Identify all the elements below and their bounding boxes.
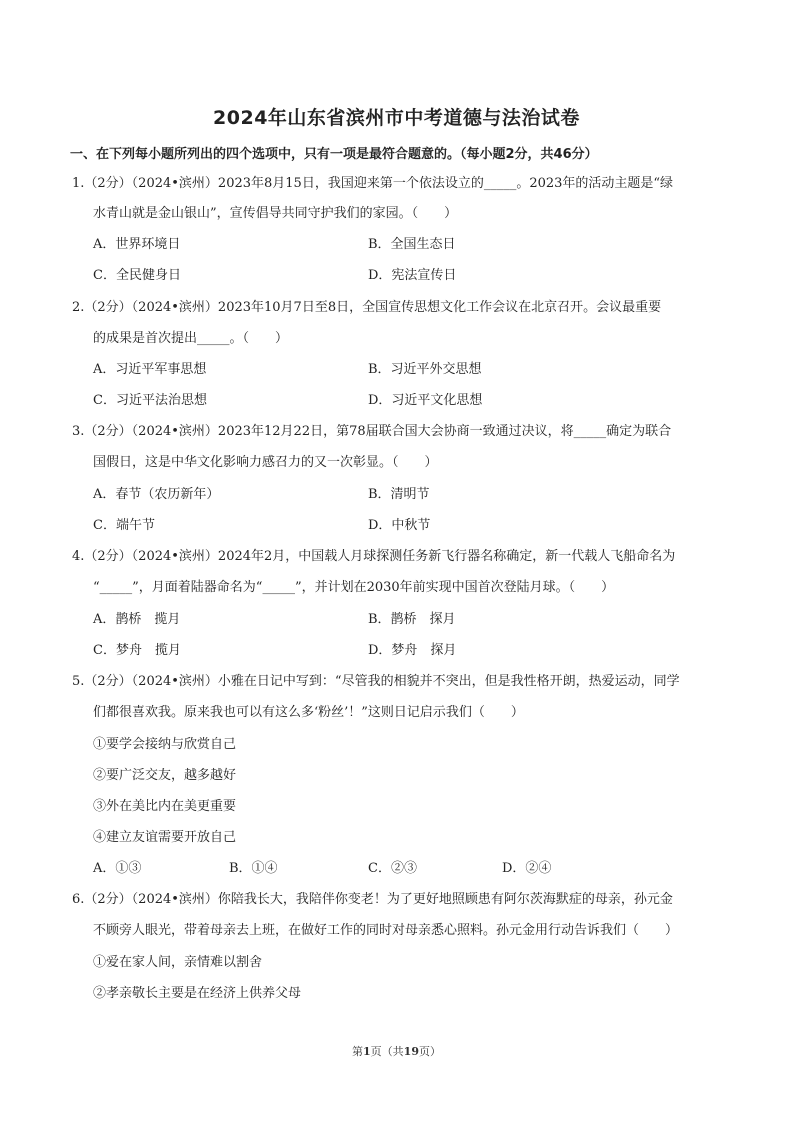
question-1-option-d: D．宪法宣传日 bbox=[368, 268, 457, 283]
footer-prefix: 第 bbox=[352, 1045, 364, 1058]
question-1-option-c: C．全民健身日 bbox=[93, 268, 181, 283]
question-6-line-2: 不顾旁人眼光，带着母亲去上班，在做好工作的同时对母亲悉心照料。孙元金用行动告诉我们（ ） bbox=[93, 923, 679, 938]
question-3-option-b: B．清明节 bbox=[368, 487, 430, 502]
question-5-line-1: 5.（2分）（2024•滨州）小雅在日记中写到：“尽管我的相貌并不突出，但是我性格开朗，热爱运动，同学 bbox=[72, 674, 680, 689]
question-1-line-2: 水青山就是金山银山”，宣传倡导共同守护我们的家园。（ ） bbox=[93, 206, 458, 221]
footer-mid: 页（共 bbox=[370, 1045, 404, 1058]
question-5-option-c: C．②③ bbox=[368, 861, 417, 876]
question-3-line-2: 国假日，这是中华文化影响力感召力的又一次彰显。（ ） bbox=[93, 455, 438, 470]
question-3-line-1: 3.（2分）（2024•滨州）2023年12月22日，第78届联合国大会协商一致通过决议，将_____确定为联合 bbox=[72, 424, 672, 439]
question-1-option-b: B．全国生态日 bbox=[368, 237, 456, 252]
question-5-option-b: B．①④ bbox=[229, 861, 278, 876]
question-4-option-c: C．梦舟 揽月 bbox=[93, 643, 181, 658]
question-4-option-b: B．鹊桥 探月 bbox=[368, 612, 456, 627]
question-4-option-a: A．鹊桥 揽月 bbox=[93, 612, 181, 627]
footer-page-number: 1 bbox=[363, 1045, 371, 1058]
question-6-statement-2: ②孝亲敬长主要是在经济上供养父母 bbox=[93, 986, 302, 1001]
question-3-option-c: C．端午节 bbox=[93, 518, 155, 533]
question-1-option-a: A．世界环境日 bbox=[93, 237, 181, 252]
question-5-line-2: 们都很喜欢我。原来我也可以有这么多‘粉丝’！”这则日记启示我们（ ） bbox=[93, 705, 524, 720]
question-3-option-a: A．春节（农历新年） bbox=[93, 487, 220, 502]
footer-suffix: 页） bbox=[418, 1045, 441, 1058]
question-2-option-a: A．习近平军事思想 bbox=[93, 362, 207, 377]
question-2-line-2: 的成果是首次提出_____。（ ） bbox=[93, 331, 289, 346]
question-5-statement-3: ③外在美比内在美更重要 bbox=[93, 799, 237, 814]
question-5-statement-4: ④建立友谊需要开放自己 bbox=[93, 830, 237, 845]
page-footer bbox=[0, 1043, 793, 1059]
question-5-statement-1: ①要学会接纳与欣赏自己 bbox=[93, 737, 237, 752]
question-2-line-1: 2.（2分）（2024•滨州）2023年10月7日至8日，全国宣传思想文化工作会议在北京召开。会议最重要 bbox=[72, 300, 662, 315]
question-4-line-1: 4.（2分）（2024•滨州）2024年2月，中国载人月球探测任务新飞行器名称确定，新一代载人飞船命名为 bbox=[72, 549, 676, 564]
section-heading: 一、在下列每小题所列出的四个选项中，只有一项是最符合题意的。（每小题2分，共46分） bbox=[70, 147, 598, 162]
question-2-option-b: B．习近平外交思想 bbox=[368, 362, 482, 377]
question-5-option-a: A．①③ bbox=[93, 861, 142, 876]
question-4-line-2: “_____”，月面着陆器命名为“_____”，并计划在2030年前实现中国首次登陆月球。（ ） bbox=[93, 580, 615, 595]
footer-total-pages: 19 bbox=[403, 1045, 419, 1058]
question-3-option-d: D．中秋节 bbox=[368, 518, 431, 533]
question-5-statement-2: ②要广泛交友，越多越好 bbox=[93, 768, 237, 783]
question-2-option-c: C．习近平法治思想 bbox=[93, 393, 207, 408]
question-4-option-d: D．梦舟 探月 bbox=[368, 643, 457, 658]
exam-title: 2024年山东省滨州市中考道德与法治试卷 bbox=[213, 107, 580, 129]
question-6-line-1: 6.（2分）（2024•滨州）你陪我长大，我陪伴你变老！为了更好地照顾患有阿尔茨海默症的母亲，孙元金 bbox=[72, 892, 673, 907]
question-5-option-d: D．②④ bbox=[502, 861, 552, 876]
question-2-option-d: D．习近平文化思想 bbox=[368, 393, 483, 408]
question-6-statement-1: ①爱在家人间，亲情难以割舍 bbox=[93, 955, 263, 970]
question-1-line-1: 1.（2分）（2024•滨州）2023年8月15日，我国迎来第一个依法设立的_____。2023年的活动主题是“绿 bbox=[72, 176, 674, 191]
